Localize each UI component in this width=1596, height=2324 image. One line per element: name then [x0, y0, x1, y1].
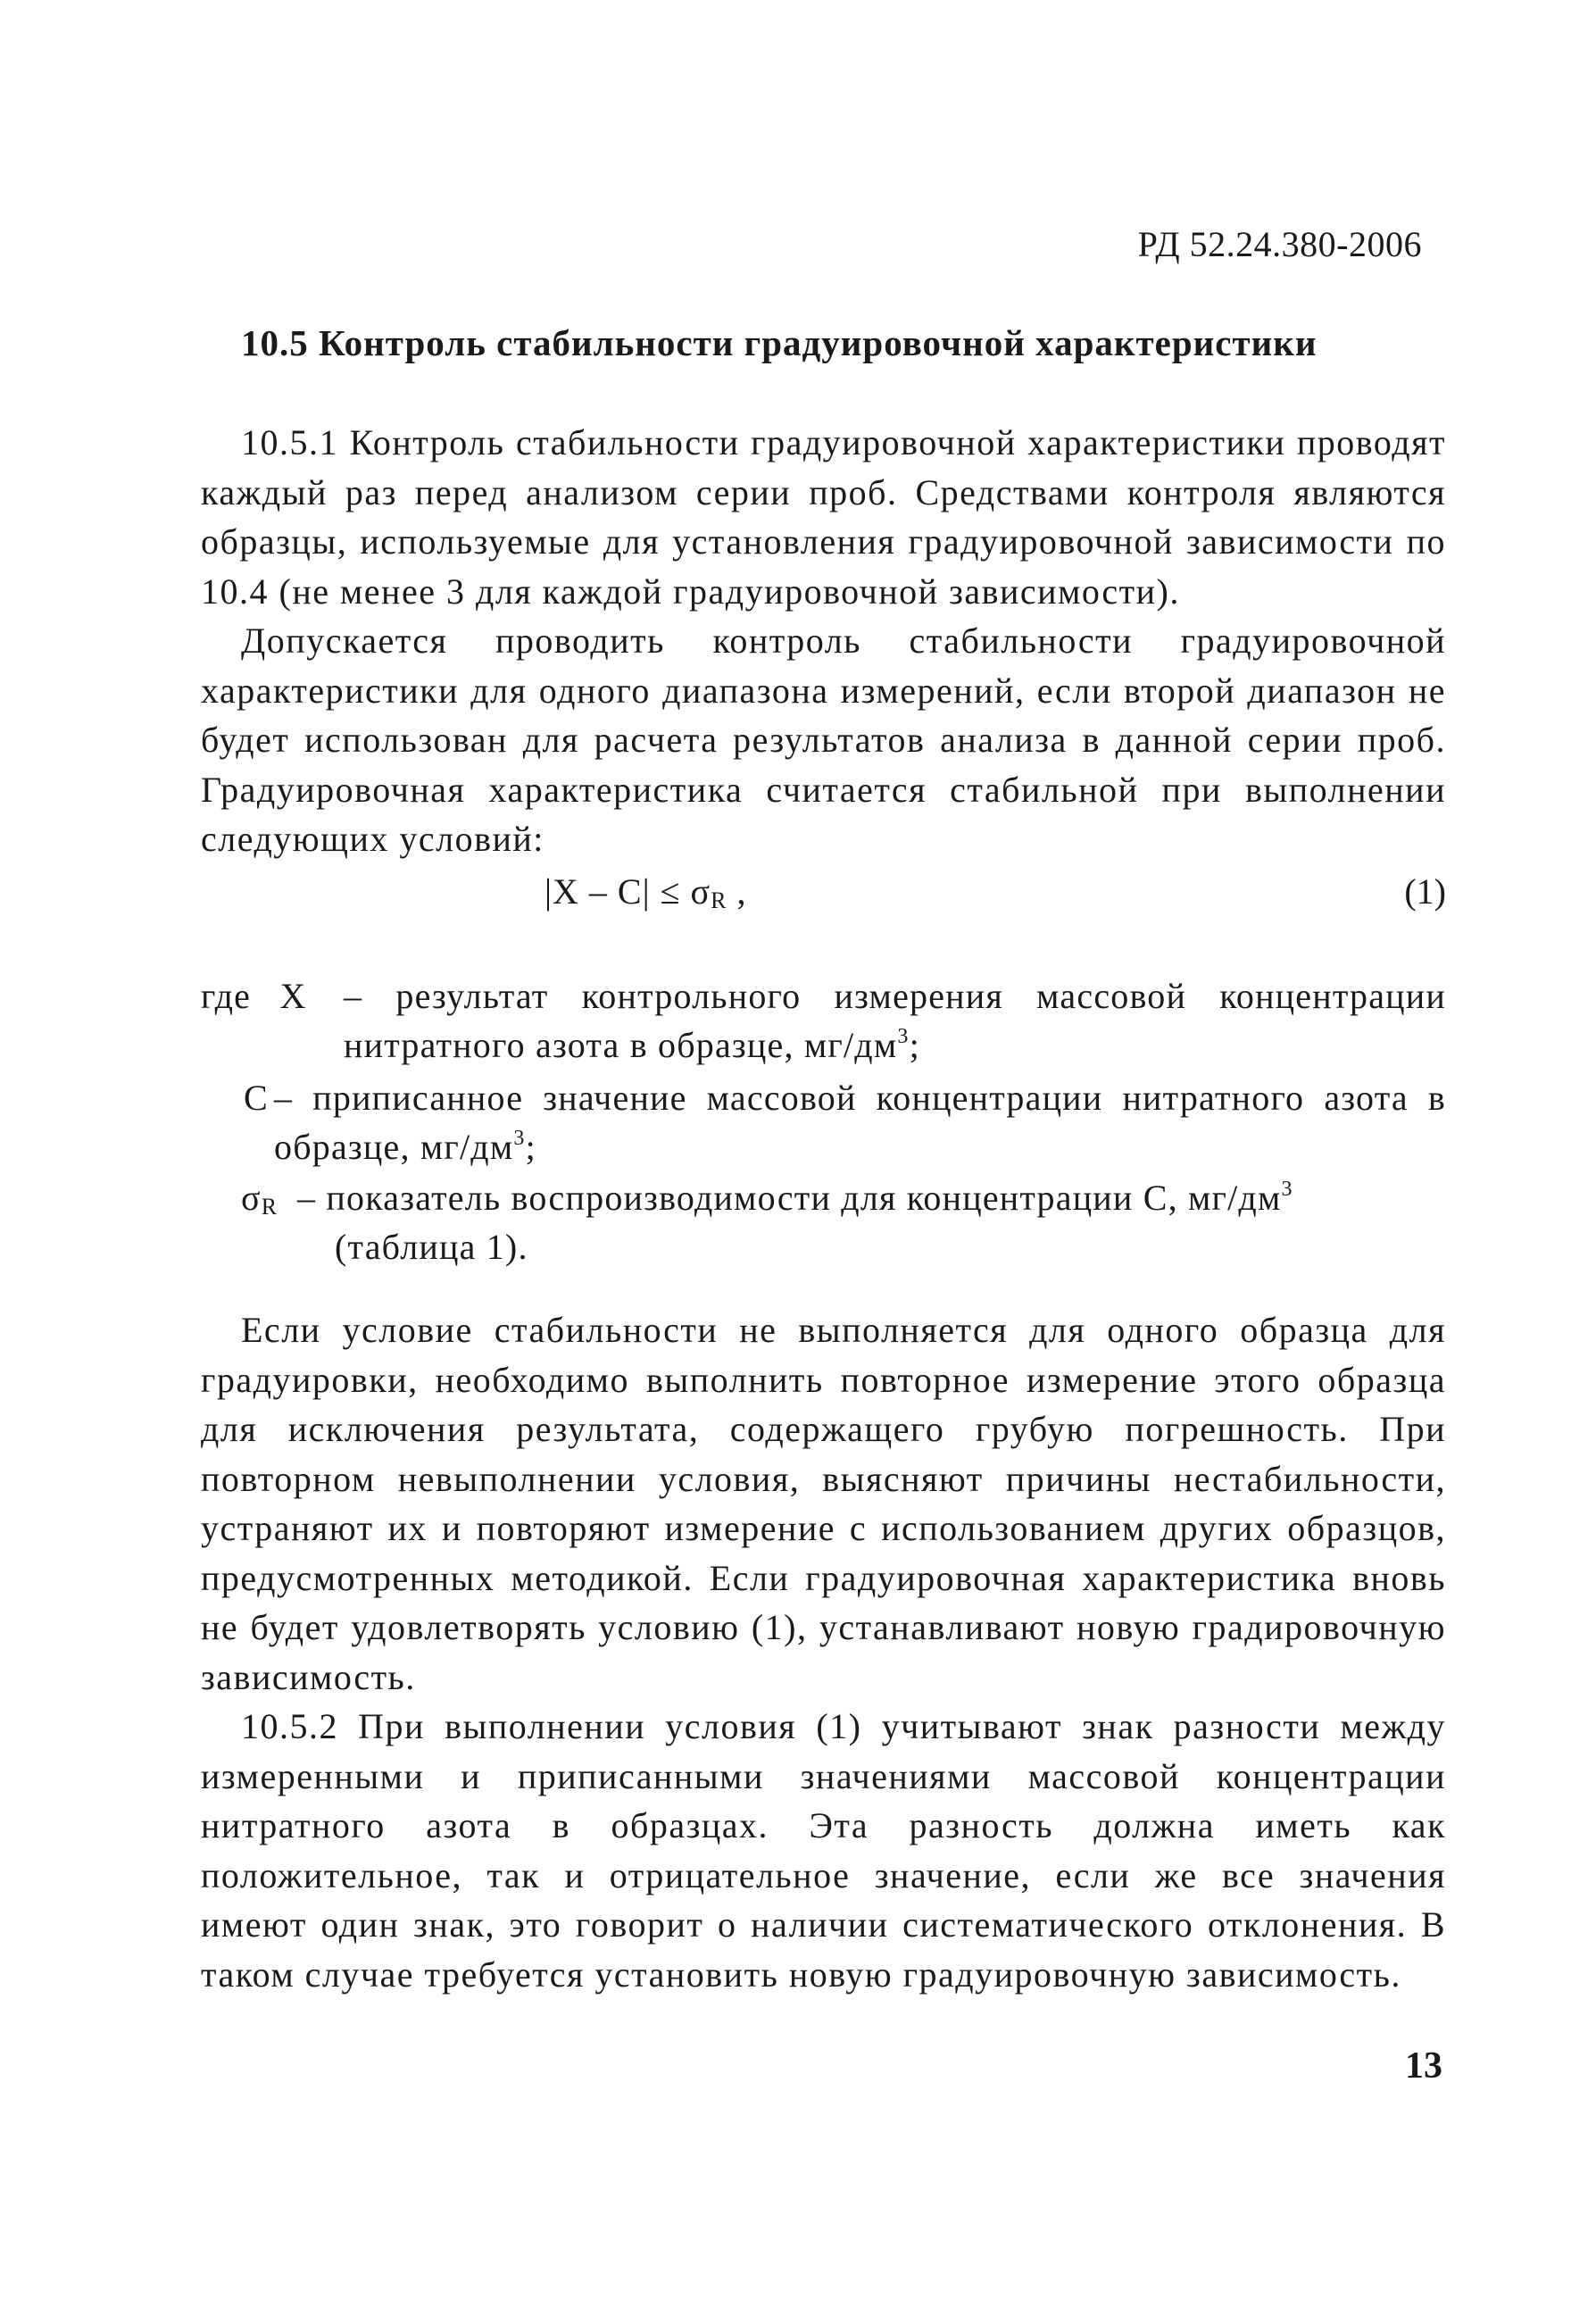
where-label: где	[201, 976, 252, 1016]
paragraph-instability: Если условие стабильности не выполняется для одного образца для градуировки, необходимо выполнить повторное измерение этого образца для исключения результата, содержащего грубую погрешность. При повторном невыполнении условия, выясняют причины нестабильности, устраняют их и повторяют измерение с использованием других образцов, предусмотренных методикой. Если градуировочная характеристика вновь не будет удовлетворять условию (1), устанавливают новую градировочную зависимость.	[201, 1310, 1446, 1697]
definition-c-semicolon: ;	[525, 1127, 536, 1167]
definition-sigma-subscript: R	[261, 1194, 278, 1220]
paragraph-allowance: Допускается проводить контроль стабильности градуировочной характеристики для одного диапазона измерений, если второй диапазон не будет использован для расчета результатов анализа в данной серии проб. Градуировочная характеристика считается стабильной при выполнении следующих условий:	[201, 621, 1446, 859]
definition-sigma-reference: (таблица 1).	[335, 1227, 528, 1267]
equation-lhs: |X – C| ≤ σ	[544, 871, 711, 912]
definition-c-text: – приписанное значение массовой концентрации нитратного азота в образце, мг/дм	[274, 1078, 1446, 1167]
definition-sigma	[201, 1173, 1446, 1273]
definition-sigma-power: 3	[1281, 1178, 1293, 1201]
equation-formula	[544, 870, 746, 914]
definition-c-power: 3	[513, 1127, 526, 1150]
equation-tail: ,	[727, 871, 747, 912]
definition-c	[201, 1073, 1446, 1173]
definition-x-power: 3	[897, 1025, 910, 1048]
equation-number: (1)	[1404, 871, 1446, 912]
definition-x-semicolon: ;	[909, 1025, 920, 1065]
definition-x-symbol: X	[279, 976, 307, 1016]
definition-c-symbol: С	[244, 1078, 269, 1118]
definitions-list	[201, 971, 1446, 1273]
equation-subscript: R	[711, 887, 727, 913]
definition-x-text: – результат контрольного измерения массовой концентрации нитратного азота в образце, мг/дм	[344, 976, 1446, 1065]
section-heading: 10.5 Контроль стабильности градуировочной характеристики	[241, 322, 1318, 363]
paragraph-10-5-2: 10.5.2 При выполнении условия (1) учитывают знак разности между измеренными и приписанными значениями массовой концентрации нитратного азота в образцах. Эта разность должна иметь как положительное, так и отрицательное значение, если же все значения имеют один знак, это говорит о наличии систематического отклонения. В таком случае требуется установить новую градуировочную зависимость.	[201, 1706, 1446, 1995]
definition-sigma-text: – показатель воспроизводимости для концентрации С, мг/дм	[297, 1178, 1282, 1218]
definition-x	[201, 971, 1446, 1071]
definition-sigma-symbol: σ	[241, 1178, 262, 1218]
paragraph-10-5-1: 10.5.1 Контроль стабильности градуировочной характеристики проводят каждый раз перед анализом серии проб. Средствами контроля являются образцы, используемые для установления градуировочной зависимости по 10.4 (не менее 3 для каждой градуировочной зависимости).	[201, 422, 1446, 612]
equation-block	[201, 870, 1446, 924]
page-number: 13	[1405, 2045, 1442, 2087]
document-code: РД 52.24.380-2006	[1137, 224, 1422, 264]
